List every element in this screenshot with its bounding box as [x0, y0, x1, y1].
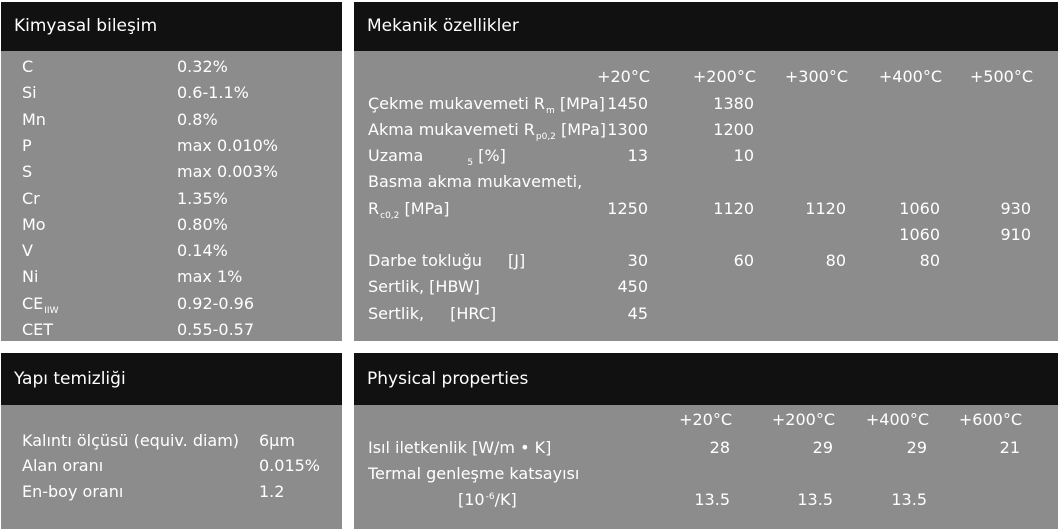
property-subscript: c0,2 — [380, 211, 400, 221]
element-symbol — [22, 138, 32, 154]
property-name: [10 — [458, 490, 485, 509]
temperature-header: +200°C — [771, 410, 835, 429]
cleanliness-header — [1, 353, 342, 405]
property-value: 13 — [627, 146, 648, 165]
cleanliness-value: 6μm — [259, 431, 295, 450]
element-symbol — [22, 191, 40, 207]
element-name: Mo — [22, 215, 46, 234]
element-symbol — [22, 296, 59, 316]
element-value: max 0.010% — [177, 136, 278, 155]
property-label — [368, 201, 450, 221]
element-name: Mn — [22, 110, 46, 129]
element-name: Si — [22, 83, 37, 102]
element-subscript: IIW — [44, 306, 59, 316]
property-value: 29 — [906, 438, 927, 457]
temperature-header: +600°C — [958, 410, 1022, 429]
physical-properties-title: Physical properties — [367, 368, 529, 389]
element-name: CE — [22, 294, 44, 313]
property-label — [368, 174, 582, 190]
cleanliness-title: Yapı temizliği — [14, 368, 126, 389]
property-name: Termal genleşme katsayısı — [368, 464, 580, 483]
property-value: 29 — [812, 438, 833, 457]
property-name: Isıl iletkenlik [W/m • K] — [368, 438, 552, 457]
element-value: 0.55-0.57 — [177, 320, 255, 339]
property-value: 1300 — [607, 120, 648, 139]
property-name: Darbe tokluğu — [368, 251, 482, 270]
property-name: Sertlik, — [368, 304, 425, 323]
property-value: 1200 — [713, 120, 754, 139]
property-unit: /K] — [494, 490, 517, 509]
mechanical-properties-panel — [354, 2, 1058, 341]
property-label — [368, 148, 506, 168]
element-value: 0.6-1.1% — [177, 83, 249, 102]
property-value: 80 — [825, 251, 846, 270]
element-name: Ni — [22, 267, 39, 286]
element-value: 0.8% — [177, 110, 218, 129]
property-label — [368, 306, 496, 322]
property-value: 80 — [919, 251, 940, 270]
temperature-header: +500°C — [969, 67, 1033, 86]
property-unit: [HRC] — [450, 304, 497, 323]
element-value: max 1% — [177, 267, 243, 286]
property-label — [368, 122, 606, 142]
element-name: C — [22, 57, 34, 76]
property-value: 1120 — [713, 199, 754, 218]
property-value: 1380 — [713, 94, 754, 113]
property-value: 28 — [709, 438, 730, 457]
element-name: P — [22, 136, 32, 155]
temperature-header: +300°C — [784, 67, 848, 86]
property-value: 13.5 — [797, 490, 833, 509]
temperature-header: +20°C — [679, 410, 732, 429]
property-value: 450 — [617, 277, 648, 296]
cleanliness-label: Kalıntı ölçüsü (equiv. diam) — [22, 431, 240, 450]
property-name: Çekme mukavemeti R — [368, 94, 545, 113]
element-value: 0.14% — [177, 241, 228, 260]
element-symbol — [22, 217, 46, 233]
property-unit: [MPa] — [554, 94, 605, 113]
property-value: 13.5 — [694, 490, 730, 509]
element-value: 0.32% — [177, 57, 228, 76]
property-subscript: m — [545, 106, 555, 116]
temperature-header: +20°C — [597, 67, 650, 86]
element-value: 1.35% — [177, 189, 228, 208]
element-symbol — [22, 269, 38, 285]
property-value: 910 — [1000, 225, 1031, 244]
temperature-header: +400°C — [878, 67, 942, 86]
element-name: S — [22, 162, 33, 181]
property-unit: [MPa] — [555, 120, 607, 139]
property-name: R — [368, 199, 380, 218]
property-name: Uzama — [368, 146, 424, 165]
cleanliness-label: En-boy oranı — [22, 482, 124, 501]
element-symbol — [22, 85, 37, 101]
chemical-composition-title: Kimyasal bileşim — [14, 16, 158, 36]
property-value: 21 — [999, 438, 1020, 457]
property-unit: [J] — [508, 251, 526, 270]
element-value: 0.92-0.96 — [177, 294, 255, 313]
mechanical-properties-header — [354, 2, 1058, 51]
element-symbol — [22, 59, 33, 75]
mechanical-properties-title: Mekanik özellikler — [367, 16, 519, 36]
property-value: 13.5 — [891, 490, 927, 509]
property-label — [368, 466, 579, 482]
property-value: 1250 — [607, 199, 648, 218]
property-value: 45 — [627, 304, 648, 323]
temperature-header: +200°C — [692, 67, 756, 86]
property-unit: [MPa] — [399, 199, 450, 218]
property-label — [458, 492, 517, 508]
property-value: 1450 — [607, 94, 648, 113]
property-value: 60 — [733, 251, 754, 270]
property-value: 10 — [733, 146, 754, 165]
property-label — [368, 96, 605, 116]
physical-properties-panel — [354, 353, 1058, 529]
property-subscript: p0,2 — [535, 132, 556, 142]
element-value: 0.80% — [177, 215, 228, 234]
property-name: Sertlik, [HBW] — [368, 277, 480, 296]
property-name: Akma mukavemeti R — [368, 120, 535, 139]
property-label — [368, 440, 551, 456]
property-name: Basma akma mukavemeti, — [368, 172, 583, 191]
cleanliness-value: 0.015% — [259, 456, 321, 475]
property-label — [368, 253, 525, 269]
property-value: 30 — [627, 251, 648, 270]
property-value: 1120 — [805, 199, 846, 218]
cleanliness-value: 1.2 — [259, 482, 285, 501]
element-name: V — [22, 241, 33, 260]
element-symbol — [22, 243, 33, 259]
element-symbol — [22, 164, 32, 180]
element-symbol — [22, 112, 46, 128]
property-superscript: -6 — [485, 492, 495, 502]
property-subscript: 5 — [467, 158, 474, 168]
chemical-composition-header — [1, 2, 342, 51]
property-unit: [%] — [473, 146, 506, 165]
element-name: Cr — [22, 189, 40, 208]
element-symbol — [22, 322, 53, 338]
physical-properties-header — [354, 353, 1058, 405]
property-value: 1060 — [899, 199, 940, 218]
property-value: 1060 — [899, 225, 940, 244]
temperature-header: +400°C — [865, 410, 929, 429]
chemical-composition-panel — [1, 2, 342, 341]
cleanliness-label: Alan oranı — [22, 456, 104, 475]
element-name: CET — [22, 320, 54, 339]
cleanliness-panel — [1, 353, 342, 529]
element-value: max 0.003% — [177, 162, 278, 181]
property-value: 930 — [1000, 199, 1031, 218]
property-label — [368, 279, 480, 295]
